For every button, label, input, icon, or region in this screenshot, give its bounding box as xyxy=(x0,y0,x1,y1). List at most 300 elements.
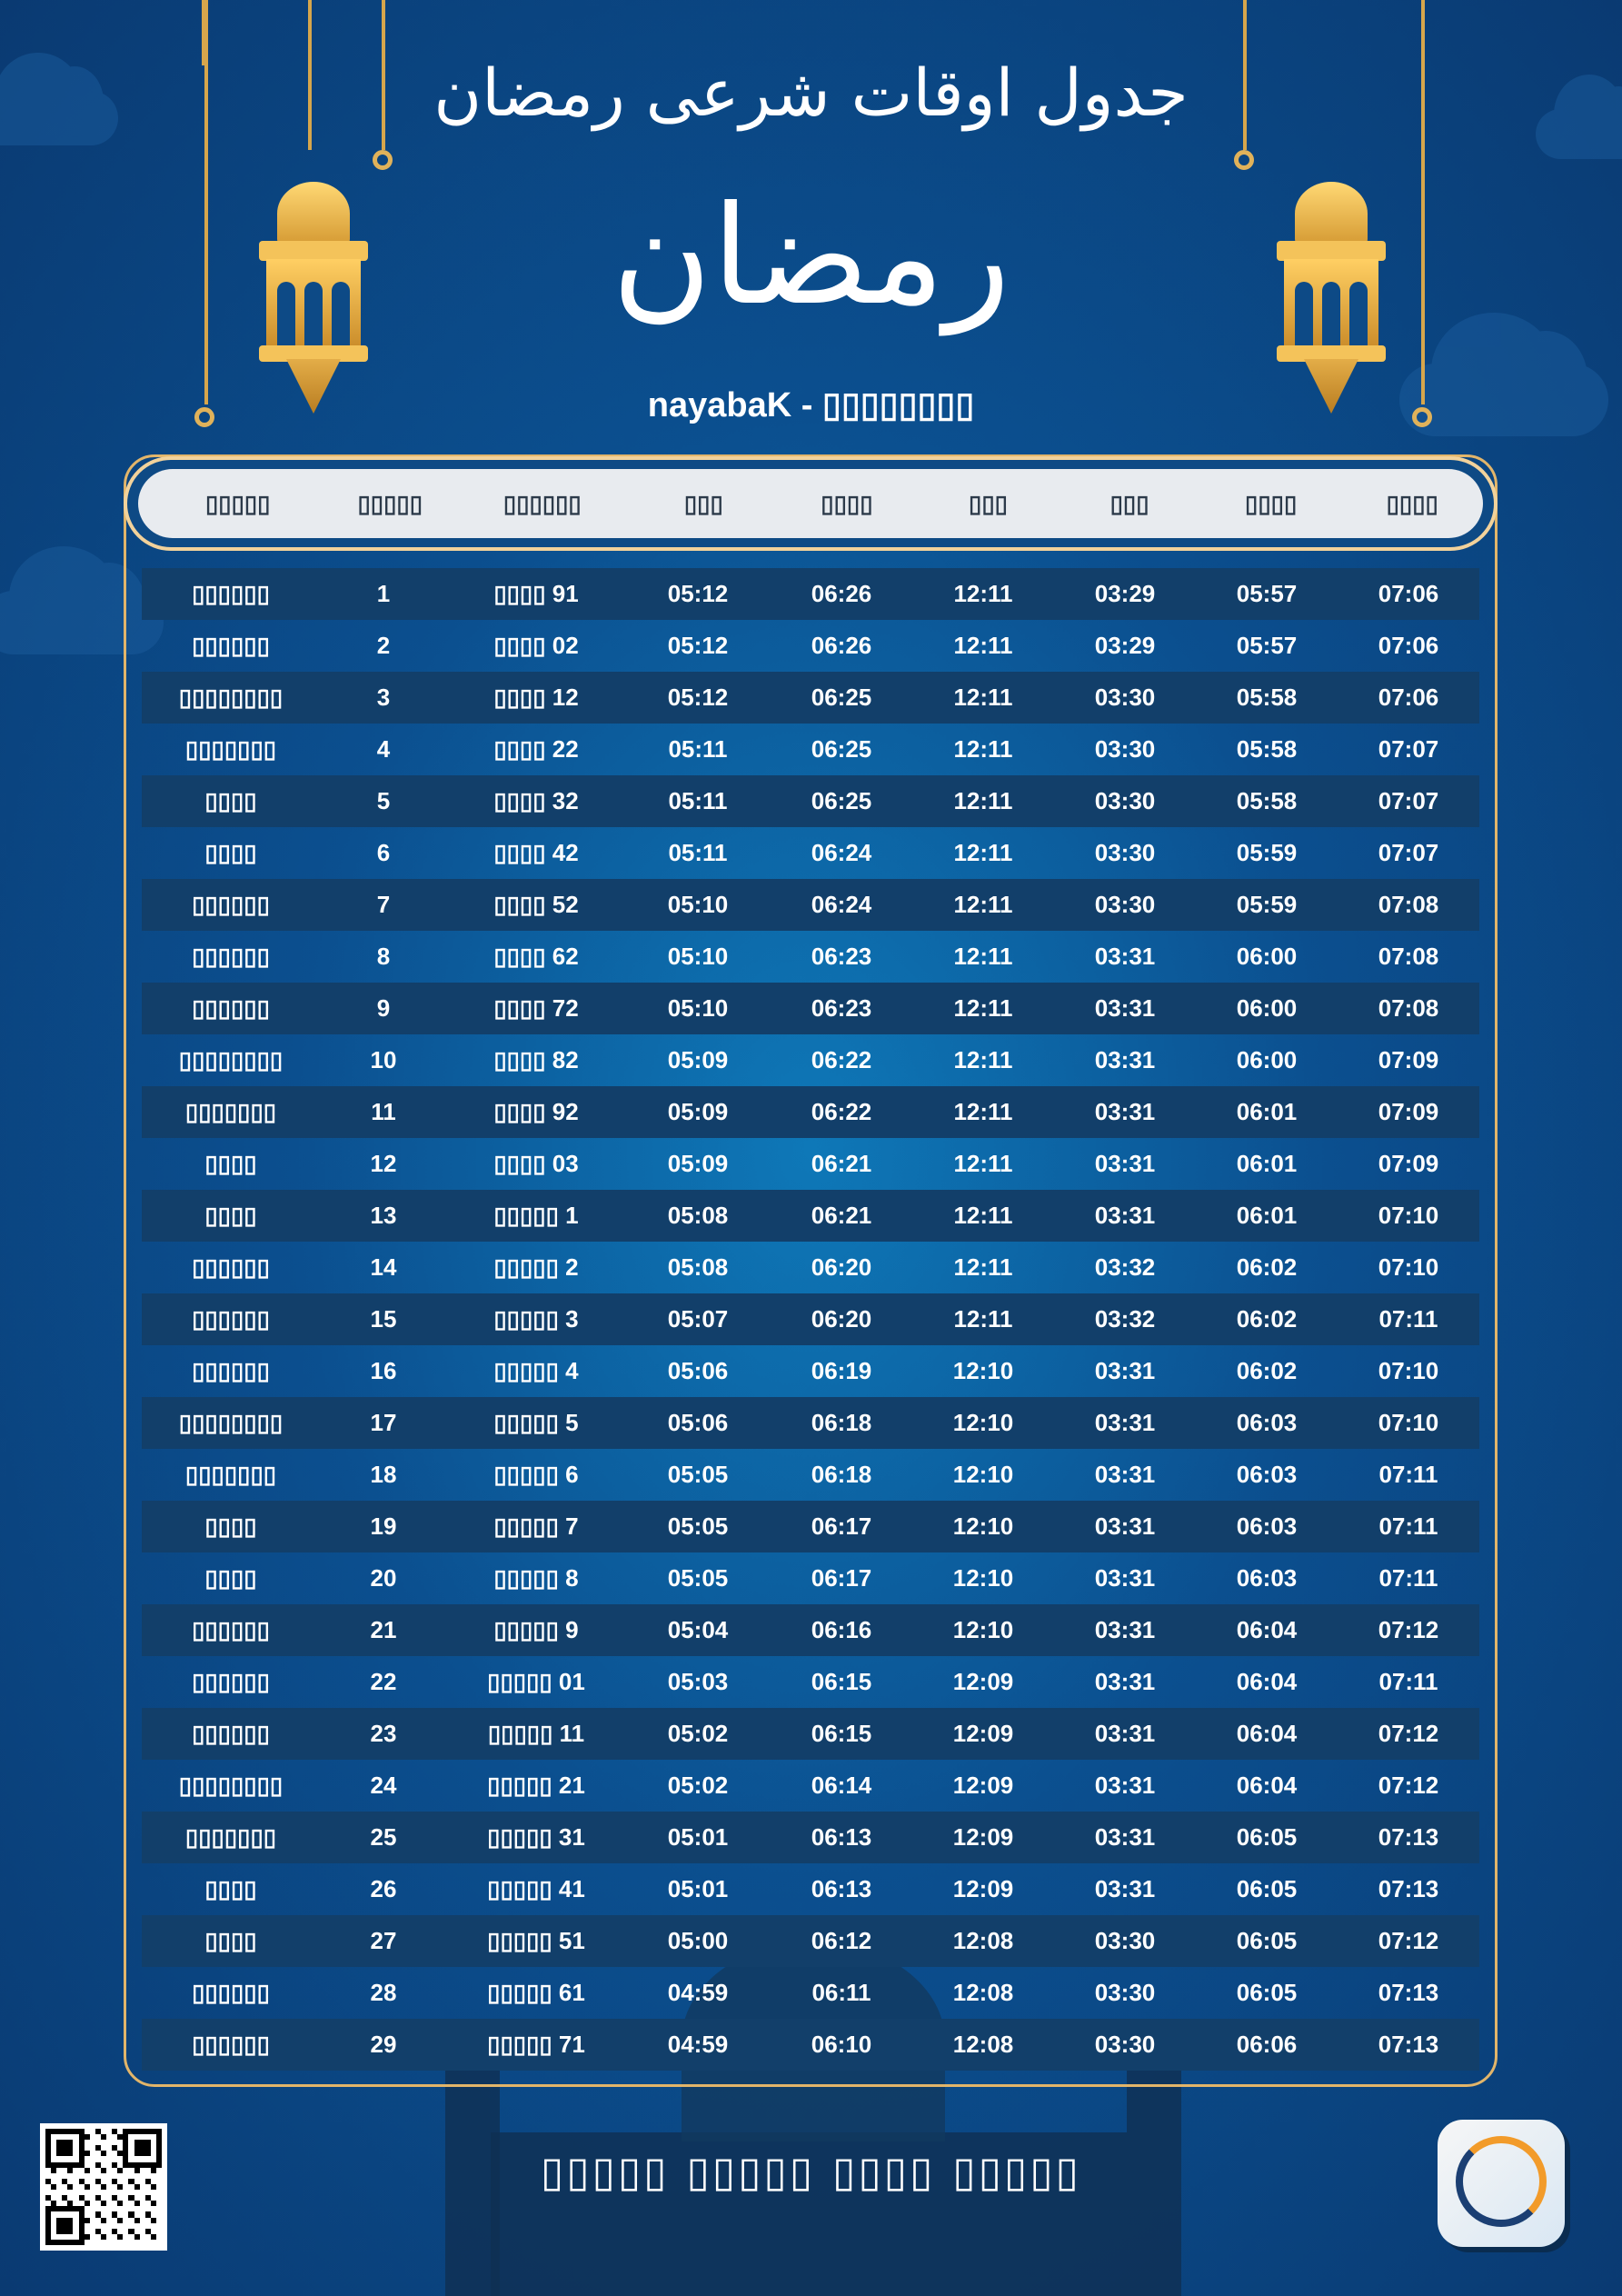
table-cell: ▯▯▯▯▯▯ xyxy=(192,1357,270,1384)
table-cell: 05:57 xyxy=(1236,632,1298,659)
table-cell: 07:13 xyxy=(1378,1823,1439,1851)
table-cell: 07:12 xyxy=(1378,1616,1439,1643)
table-cell: 12:11 xyxy=(953,684,1013,711)
table-cell: 12:11 xyxy=(953,735,1013,763)
table-cell: 06:01 xyxy=(1236,1202,1298,1229)
table-cell: 06:17 xyxy=(811,1512,872,1540)
table-row xyxy=(142,1915,1479,1967)
table-cell: 03:29 xyxy=(1094,632,1156,659)
table-cell: 06:05 xyxy=(1236,1823,1298,1851)
table-cell: 06:02 xyxy=(1236,1305,1298,1333)
table-cell: 05:57 xyxy=(1236,580,1298,607)
table-cell: 12:10 xyxy=(952,1461,1014,1488)
table-cell: 23 xyxy=(370,1720,397,1747)
table-cell: 03:31 xyxy=(1094,1823,1156,1851)
table-row xyxy=(142,879,1479,931)
table-cell: ▯▯▯▯▯▯▯ xyxy=(184,1823,277,1851)
table-cell: 07:11 xyxy=(1378,1668,1438,1695)
table-cell: 15 xyxy=(370,1305,397,1333)
table-cell: 07:11 xyxy=(1378,1461,1438,1488)
table-cell: 06:00 xyxy=(1236,1046,1298,1073)
table-cell: 06:25 xyxy=(811,787,872,814)
table-cell: 12:10 xyxy=(952,1564,1014,1592)
table-cell: 06:01 xyxy=(1236,1098,1298,1125)
table-cell: 06:17 xyxy=(811,1564,872,1592)
table-cell: ▯▯▯▯▯ 7 xyxy=(493,1512,579,1540)
table-cell: ▯▯▯▯▯▯ xyxy=(192,1720,270,1747)
table-cell: 05:09 xyxy=(667,1046,729,1073)
table-cell: 06:02 xyxy=(1236,1357,1298,1384)
column-header: ▯▯▯▯▯ xyxy=(204,489,271,517)
table-cell: 07:13 xyxy=(1378,2031,1439,2058)
table-cell: 07:06 xyxy=(1378,580,1439,607)
table-cell: 06:05 xyxy=(1236,1927,1298,1954)
table-cell: 03:30 xyxy=(1094,684,1156,711)
table-cell: 05:08 xyxy=(667,1202,729,1229)
table-cell: 05:06 xyxy=(667,1409,729,1436)
table-cell: 06:03 xyxy=(1236,1512,1298,1540)
table-cell: ▯▯▯▯▯ 61 xyxy=(487,1979,585,2006)
table-cell: 25 xyxy=(370,1823,397,1851)
table-cell: ▯▯▯▯ 12 xyxy=(493,684,579,711)
table-cell: 3 xyxy=(376,684,391,711)
table-cell: 07:11 xyxy=(1378,1512,1438,1540)
table-cell: 04:59 xyxy=(667,1979,729,2006)
table-cell: 12:11 xyxy=(953,839,1013,866)
table-cell: ▯▯▯▯ 82 xyxy=(493,1046,579,1073)
table-cell: 03:31 xyxy=(1094,994,1156,1022)
table-cell: 03:30 xyxy=(1094,787,1156,814)
table-cell: ▯▯▯▯ xyxy=(204,1512,257,1540)
table-cell: 21 xyxy=(370,1616,397,1643)
table-cell: 18 xyxy=(370,1461,397,1488)
table-cell: 12:11 xyxy=(953,580,1013,607)
table-cell: 06:25 xyxy=(811,735,872,763)
table-cell: 13 xyxy=(370,1202,397,1229)
table-cell: 05:00 xyxy=(667,1927,729,1954)
table-row xyxy=(142,1293,1479,1345)
table-cell: ▯▯▯▯▯ 41 xyxy=(487,1875,585,1902)
table-cell: 06:03 xyxy=(1236,1564,1298,1592)
table-cell: ▯▯▯▯ 42 xyxy=(493,839,579,866)
chain-ring-icon xyxy=(1234,150,1254,170)
table-row xyxy=(142,1863,1479,1915)
table-cell: 07:10 xyxy=(1378,1409,1439,1436)
table-cell: 03:31 xyxy=(1094,1150,1156,1177)
table-cell: 05:12 xyxy=(667,580,729,607)
table-cell: 06:02 xyxy=(1236,1253,1298,1281)
table-cell: ▯▯▯▯▯▯▯▯ xyxy=(178,1046,284,1073)
table-cell: 03:31 xyxy=(1094,1875,1156,1902)
table-cell: 05:12 xyxy=(667,684,729,711)
table-cell: 06:16 xyxy=(811,1616,872,1643)
table-cell: 27 xyxy=(370,1927,397,1954)
table-cell: 20 xyxy=(370,1564,397,1592)
table-cell: 06:26 xyxy=(811,632,872,659)
table-cell: 12:11 xyxy=(953,1046,1013,1073)
table-header xyxy=(124,456,1498,551)
table-cell: 06:21 xyxy=(811,1202,872,1229)
table-cell: ▯▯▯▯▯▯ xyxy=(192,1253,270,1281)
table-cell: 5 xyxy=(376,787,391,814)
table-cell: 06:04 xyxy=(1236,1772,1298,1799)
table-cell: 07:13 xyxy=(1378,1979,1439,2006)
table-cell: 07:11 xyxy=(1378,1564,1438,1592)
table-cell: 07:08 xyxy=(1378,994,1439,1022)
table-cell: ▯▯▯▯▯ 01 xyxy=(487,1668,585,1695)
table-cell: ▯▯▯▯ 62 xyxy=(493,943,579,970)
table-cell: 06:26 xyxy=(811,580,872,607)
table-cell: 06:01 xyxy=(1236,1150,1298,1177)
table-cell: 12:11 xyxy=(953,1305,1013,1333)
table-cell: ▯▯▯▯ xyxy=(204,787,257,814)
table-cell: 05:59 xyxy=(1236,891,1298,918)
app-logo-icon[interactable] xyxy=(1438,2120,1565,2247)
table-cell: ▯▯▯▯ xyxy=(204,1875,257,1902)
table-cell: ▯▯▯▯ xyxy=(204,839,257,866)
column-header: ▯▯▯ xyxy=(1110,489,1149,517)
table-cell: 14 xyxy=(370,1253,397,1281)
table-cell: 07:13 xyxy=(1378,1875,1439,1902)
table-row xyxy=(142,1086,1479,1138)
table-cell: ▯▯▯▯▯ 21 xyxy=(487,1772,585,1799)
table-cell: 03:30 xyxy=(1094,1927,1156,1954)
table-cell: ▯▯▯▯▯▯ xyxy=(192,994,270,1022)
table-cell: ▯▯▯▯ 32 xyxy=(493,787,579,814)
table-row xyxy=(142,1760,1479,1812)
column-header: ▯▯▯ xyxy=(969,489,1008,517)
table-cell: 05:02 xyxy=(667,1720,729,1747)
table-cell: 12:11 xyxy=(953,943,1013,970)
table-cell: 06:03 xyxy=(1236,1409,1298,1436)
table-cell: 06:14 xyxy=(811,1772,872,1799)
table-cell: ▯▯▯▯▯▯ xyxy=(192,1305,270,1333)
table-cell: 6 xyxy=(376,839,391,866)
table-cell: 07:07 xyxy=(1378,839,1439,866)
table-cell: 12:09 xyxy=(952,1720,1014,1747)
table-cell: ▯▯▯▯▯ 2 xyxy=(493,1253,579,1281)
table-cell: 07:06 xyxy=(1378,684,1439,711)
table-cell: ▯▯▯▯▯▯ xyxy=(192,943,270,970)
table-row xyxy=(142,1345,1479,1397)
table-cell: 03:31 xyxy=(1094,1720,1156,1747)
table-cell: ▯▯▯▯ 02 xyxy=(493,632,579,659)
table-cell: 12:10 xyxy=(952,1409,1014,1436)
table-cell: ▯▯▯▯ xyxy=(204,1564,257,1592)
table-cell: ▯▯▯▯ 03 xyxy=(493,1150,579,1177)
table-cell: 06:13 xyxy=(811,1875,872,1902)
table-cell: 05:58 xyxy=(1236,684,1298,711)
table-cell: 05:05 xyxy=(667,1564,729,1592)
table-cell: 03:30 xyxy=(1094,891,1156,918)
table-cell: 7 xyxy=(376,891,391,918)
chain-ring-icon xyxy=(373,150,393,170)
table-cell: 03:31 xyxy=(1094,1512,1156,1540)
table-cell: 03:31 xyxy=(1094,1564,1156,1592)
table-cell: ▯▯▯▯ xyxy=(204,1150,257,1177)
table-cell: 24 xyxy=(370,1772,397,1799)
table-cell: 03:31 xyxy=(1094,1668,1156,1695)
table-cell: 03:30 xyxy=(1094,839,1156,866)
table-cell: ▯▯▯▯ 52 xyxy=(493,891,579,918)
table-cell: ▯▯▯▯ 92 xyxy=(493,1098,579,1125)
table-cell: 11 xyxy=(371,1098,396,1125)
column-header: ▯▯▯▯ xyxy=(1245,489,1298,517)
table-cell: 03:31 xyxy=(1094,943,1156,970)
table-cell: ▯▯▯▯▯ 71 xyxy=(487,2031,585,2058)
table-cell: 12:09 xyxy=(952,1772,1014,1799)
table-cell: 07:07 xyxy=(1378,787,1439,814)
table-cell: 05:11 xyxy=(668,787,728,814)
table-cell: 06:10 xyxy=(811,2031,872,2058)
table-cell: ▯▯▯▯▯▯ xyxy=(192,580,270,607)
table-cell: 12:10 xyxy=(952,1616,1014,1643)
table-cell: 12:09 xyxy=(952,1875,1014,1902)
table-cell: 06:24 xyxy=(811,891,872,918)
table-cell: 05:58 xyxy=(1236,787,1298,814)
table-cell: 06:04 xyxy=(1236,1668,1298,1695)
table-cell: 06:00 xyxy=(1236,943,1298,970)
table-row xyxy=(142,1552,1479,1604)
table-cell: 29 xyxy=(370,2031,397,2058)
page-title: جدول اوقات شرعی رمضان xyxy=(433,55,1189,131)
table-cell: 03:31 xyxy=(1094,1616,1156,1643)
table-cell: 06:19 xyxy=(811,1357,872,1384)
table-cell: 12:10 xyxy=(952,1512,1014,1540)
table-cell: ▯▯▯▯▯▯▯ xyxy=(184,1461,277,1488)
table-cell: ▯▯▯▯▯▯▯▯ xyxy=(178,1409,284,1436)
table-cell: 12:11 xyxy=(953,1253,1013,1281)
table-cell: ▯▯▯▯▯▯ xyxy=(192,1668,270,1695)
city-label: nayabaK - ▯▯▯▯▯▯▯▯ xyxy=(647,386,975,424)
table-cell: 06:21 xyxy=(811,1150,872,1177)
table-cell: ▯▯▯▯▯▯ xyxy=(192,2031,270,2058)
table-cell: 06:04 xyxy=(1236,1616,1298,1643)
table-row xyxy=(142,2019,1479,2071)
table-cell: ▯▯▯▯▯▯▯▯ xyxy=(178,1772,284,1799)
table-cell: ▯▯▯▯▯ 11 xyxy=(487,1720,585,1747)
table-cell: 05:58 xyxy=(1236,735,1298,763)
table-cell: 05:08 xyxy=(667,1253,729,1281)
table-cell: 06:18 xyxy=(811,1409,872,1436)
table-cell: ▯▯▯▯▯ 9 xyxy=(493,1616,579,1643)
table-cell: 06:13 xyxy=(811,1823,872,1851)
table-cell: 06:23 xyxy=(811,994,872,1022)
table-cell: 05:10 xyxy=(667,943,729,970)
table-cell: 12:11 xyxy=(953,787,1013,814)
table-cell: 06:15 xyxy=(811,1668,872,1695)
table-cell: 06:20 xyxy=(811,1253,872,1281)
table-cell: 12:11 xyxy=(953,1202,1013,1229)
table-cell: 07:06 xyxy=(1378,632,1439,659)
table-row xyxy=(142,1190,1479,1242)
table-cell: 04:59 xyxy=(667,2031,729,2058)
table-cell: 03:31 xyxy=(1094,1461,1156,1488)
table-cell: ▯▯▯▯▯ 51 xyxy=(487,1927,585,1954)
table-row xyxy=(142,775,1479,827)
table-cell: 05:01 xyxy=(667,1823,729,1851)
table-cell: 06:22 xyxy=(811,1046,872,1073)
table-row xyxy=(142,1397,1479,1449)
table-row xyxy=(142,1138,1479,1190)
table-cell: 07:11 xyxy=(1378,1305,1438,1333)
table-cell: 07:12 xyxy=(1378,1720,1439,1747)
table-cell: ▯▯▯▯▯▯ xyxy=(192,1979,270,2006)
table-cell: ▯▯▯▯▯▯▯▯ xyxy=(178,684,284,711)
table-cell: 03:32 xyxy=(1094,1253,1156,1281)
table-cell: 12:11 xyxy=(953,891,1013,918)
table-cell: 05:06 xyxy=(667,1357,729,1384)
table-row xyxy=(142,568,1479,620)
timetable-body xyxy=(142,568,1479,2071)
table-cell: 06:05 xyxy=(1236,1979,1298,2006)
table-cell: ▯▯▯▯▯ 4 xyxy=(493,1357,579,1384)
table-cell: ▯▯▯▯ 72 xyxy=(493,994,579,1022)
table-row xyxy=(142,672,1479,724)
table-cell: 07:08 xyxy=(1378,943,1439,970)
table-cell: 1 xyxy=(376,580,391,607)
table-cell: 03:31 xyxy=(1094,1409,1156,1436)
table-cell: 9 xyxy=(376,994,391,1022)
column-header: ▯▯▯▯ xyxy=(821,489,873,517)
table-cell: 07:12 xyxy=(1378,1772,1439,1799)
table-cell: 05:11 xyxy=(668,735,728,763)
table-cell: 06:18 xyxy=(811,1461,872,1488)
table-cell: 05:09 xyxy=(667,1098,729,1125)
table-cell: 8 xyxy=(376,943,391,970)
table-cell: ▯▯▯▯▯ 8 xyxy=(493,1564,579,1592)
table-cell: 12:08 xyxy=(952,1927,1014,1954)
table-row xyxy=(142,931,1479,983)
table-cell: ▯▯▯▯▯ 5 xyxy=(493,1409,579,1436)
table-cell: 12:10 xyxy=(952,1357,1014,1384)
table-cell: 07:09 xyxy=(1378,1098,1439,1125)
table-cell: ▯▯▯▯▯▯▯ xyxy=(184,735,277,763)
table-cell: 03:31 xyxy=(1094,1357,1156,1384)
table-cell: 06:00 xyxy=(1236,994,1298,1022)
column-header: ▯▯▯▯▯ xyxy=(357,489,423,517)
table-cell: 12:11 xyxy=(953,1098,1013,1125)
table-cell: ▯▯▯▯▯▯ xyxy=(192,891,270,918)
table-cell: 16 xyxy=(370,1357,397,1384)
table-row xyxy=(142,620,1479,672)
table-cell: 05:10 xyxy=(667,994,729,1022)
table-cell: 07:10 xyxy=(1378,1202,1439,1229)
table-cell: 06:03 xyxy=(1236,1461,1298,1488)
table-cell: 07:09 xyxy=(1378,1046,1439,1073)
table-cell: 07:10 xyxy=(1378,1253,1439,1281)
ramadan-calligraphy: رمضان xyxy=(612,177,1010,335)
table-cell: ▯▯▯▯ 22 xyxy=(493,735,579,763)
table-cell: 19 xyxy=(370,1512,397,1540)
table-cell: 05:05 xyxy=(667,1512,729,1540)
column-header: ▯▯▯▯ xyxy=(1386,489,1438,517)
table-row xyxy=(142,1034,1479,1086)
table-cell: 06:23 xyxy=(811,943,872,970)
table-cell: 12:08 xyxy=(952,1979,1014,2006)
table-cell: 06:06 xyxy=(1236,2031,1298,2058)
table-cell: 07:12 xyxy=(1378,1927,1439,1954)
table-cell: 03:29 xyxy=(1094,580,1156,607)
column-header: ▯▯▯▯▯▯ xyxy=(503,489,582,517)
table-row xyxy=(142,1501,1479,1552)
table-row xyxy=(142,1449,1479,1501)
table-cell: 12:11 xyxy=(953,994,1013,1022)
table-cell: 05:09 xyxy=(667,1150,729,1177)
table-row xyxy=(142,1656,1479,1708)
table-cell: 22 xyxy=(370,1668,397,1695)
table-row xyxy=(142,983,1479,1034)
table-cell: 06:12 xyxy=(811,1927,872,1954)
table-cell: ▯▯▯▯▯ 3 xyxy=(493,1305,579,1333)
table-row xyxy=(142,827,1479,879)
table-cell: 2 xyxy=(376,632,391,659)
table-cell: 06:22 xyxy=(811,1098,872,1125)
table-cell: 12:09 xyxy=(952,1823,1014,1851)
table-cell: 07:08 xyxy=(1378,891,1439,918)
table-cell: 03:30 xyxy=(1094,2031,1156,2058)
table-row xyxy=(142,1242,1479,1293)
table-cell: 06:05 xyxy=(1236,1875,1298,1902)
table-cell: ▯▯▯▯▯▯ xyxy=(192,1616,270,1643)
table-cell: 06:15 xyxy=(811,1720,872,1747)
table-cell: 07:09 xyxy=(1378,1150,1439,1177)
table-cell: ▯▯▯▯▯ 31 xyxy=(487,1823,585,1851)
table-cell: ▯▯▯▯▯▯▯ xyxy=(184,1098,277,1125)
table-cell: 05:02 xyxy=(667,1772,729,1799)
table-cell: ▯▯▯▯ xyxy=(204,1202,257,1229)
table-cell: 05:11 xyxy=(668,839,728,866)
table-cell: 06:25 xyxy=(811,684,872,711)
table-cell: 28 xyxy=(370,1979,397,2006)
table-cell: ▯▯▯▯▯▯ xyxy=(192,632,270,659)
table-cell: 05:59 xyxy=(1236,839,1298,866)
table-cell: ▯▯▯▯ xyxy=(204,1927,257,1954)
table-cell: 05:07 xyxy=(667,1305,729,1333)
table-cell: ▯▯▯▯▯ 6 xyxy=(493,1461,579,1488)
table-cell: 07:07 xyxy=(1378,735,1439,763)
table-cell: 07:10 xyxy=(1378,1357,1439,1384)
table-cell: 03:31 xyxy=(1094,1772,1156,1799)
table-row xyxy=(142,1708,1479,1760)
table-cell: 05:05 xyxy=(667,1461,729,1488)
table-row xyxy=(142,1812,1479,1863)
table-cell: 10 xyxy=(370,1046,397,1073)
table-cell: ▯▯▯▯ 91 xyxy=(493,580,579,607)
table-cell: ▯▯▯▯▯ 1 xyxy=(493,1202,579,1229)
table-row xyxy=(142,1604,1479,1656)
table-cell: 03:31 xyxy=(1094,1202,1156,1229)
table-cell: 12:08 xyxy=(952,2031,1014,2058)
table-cell: 06:24 xyxy=(811,839,872,866)
table-cell: 17 xyxy=(370,1409,397,1436)
table-cell: 05:10 xyxy=(667,891,729,918)
table-cell: 06:20 xyxy=(811,1305,872,1333)
table-cell: 12:09 xyxy=(952,1668,1014,1695)
table-cell: 12:11 xyxy=(953,1150,1013,1177)
table-cell: 05:04 xyxy=(667,1616,729,1643)
column-header: ▯▯▯ xyxy=(683,489,723,517)
table-row xyxy=(142,1967,1479,2019)
footer-text: ▯▯▯▯▯ ▯▯▯▯▯ ▯▯▯▯ ▯▯▯▯▯ xyxy=(541,2147,1081,2196)
table-cell: 03:30 xyxy=(1094,735,1156,763)
table-cell: 03:31 xyxy=(1094,1098,1156,1125)
table-cell: 26 xyxy=(370,1875,397,1902)
table-cell: 03:31 xyxy=(1094,1046,1156,1073)
table-cell: 12 xyxy=(370,1150,397,1177)
table-cell: 06:04 xyxy=(1236,1720,1298,1747)
table-cell: 4 xyxy=(376,735,391,763)
